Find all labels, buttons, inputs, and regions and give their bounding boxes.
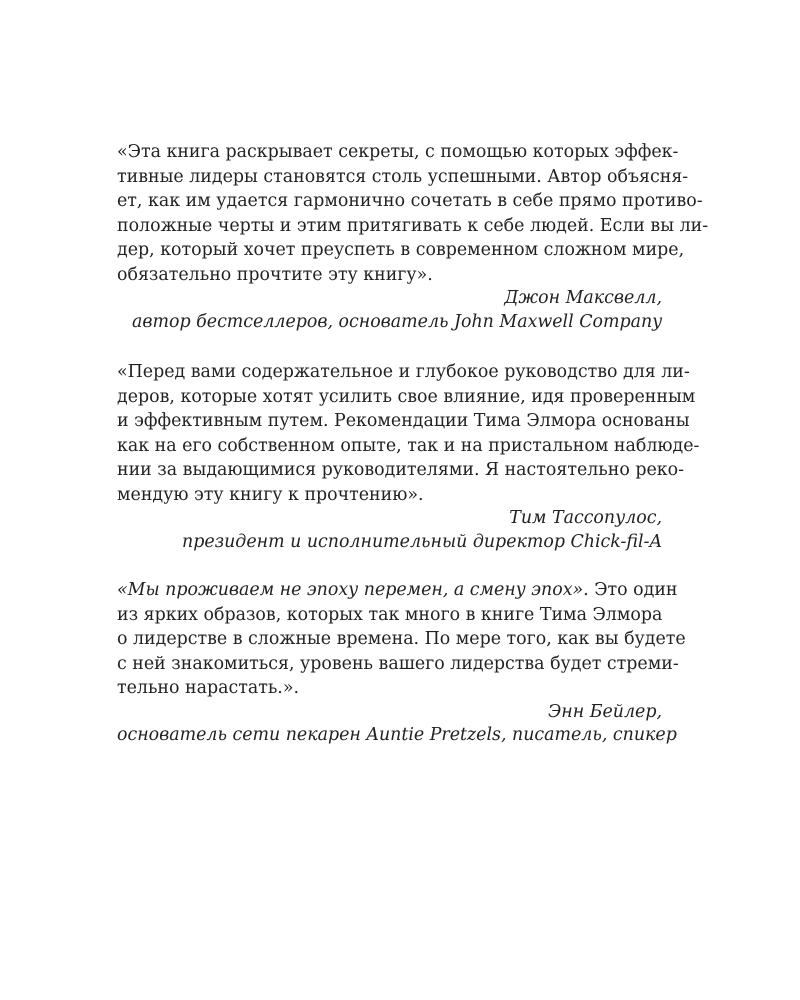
quote-line: дер, который хочет преуспеть в современном сложном мире,: [117, 240, 685, 260]
quote-text: [117, 140, 709, 287]
quote-line: положные черты и этим притягивать к себе людей. Если вы ли-: [117, 215, 709, 236]
quote-line-rest: Это один: [588, 580, 678, 600]
quote-line: «Эта книга раскрывает секреты, с помощью которых эффек-: [117, 142, 679, 162]
testimonial-maxwell: [117, 140, 709, 334]
quote-line: обязательно прочтите эту книгу».: [117, 264, 433, 285]
quote-line: из ярких образов, которых так много в книге Тима Элмора: [117, 604, 663, 625]
quote-line: как на его собственном опыте, так и на пристальном наблюде-: [117, 435, 700, 456]
quote-line: [117, 578, 678, 603]
quote-line: «Перед вами содержательное и глубокое руководство для ли-: [117, 362, 690, 382]
quote-text: [117, 578, 686, 701]
quote-line: нии за выдающимися руководителями. Я настоятельно реко-: [117, 460, 685, 480]
quote-line: тивные лидеры становятся столь успешными. Автор объясня-: [117, 166, 689, 187]
attribution-role: основатель сети пекарен Auntie Pretzels, писатель, спикер: [117, 725, 677, 745]
quote-line: деров, которые хотят усилить свое влияние, идя проверенным: [117, 386, 696, 407]
attribution-role: автор бестселлеров, основатель John Maxwell Company: [132, 311, 662, 332]
attribution-author: Энн Бейлер,: [547, 701, 662, 722]
quote-line: с ней знакомиться, уровень вашего лидерства будет стреми-: [117, 653, 679, 674]
quote-text: [117, 360, 700, 507]
attribution-author: Тим Тассопулос,: [509, 508, 662, 528]
attribution-author: Джон Максвелл,: [504, 288, 662, 308]
testimonial-tassopoulos: [117, 360, 700, 554]
attribution-role: президент и исполнительный директор Chick-fil-A: [182, 531, 662, 552]
testimonial-beiler: [117, 578, 686, 748]
quote-line: ет, как им удается гармонично сочетать в себе прямо противо-: [117, 191, 703, 211]
quote-italic-phrase: «Мы проживаем не эпоху перемен, а смену эпох».: [117, 580, 589, 600]
quote-line: мендую эту книгу к прочтению».: [117, 484, 424, 505]
quote-line: и эффективным путем. Рекомендации Тима Элмора основаны: [117, 411, 690, 431]
quote-line: о лидерстве в сложные времена. По мере того, как вы будете: [117, 629, 686, 649]
quote-line: тельно нарастать.».: [117, 678, 299, 698]
